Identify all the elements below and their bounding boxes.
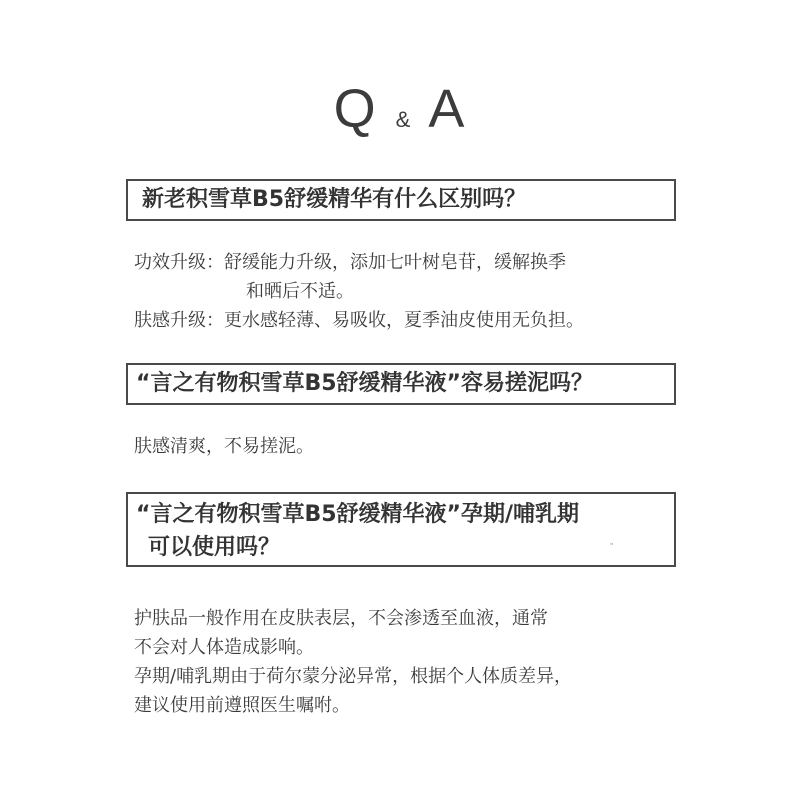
answer-3-line-3: 孕期/哺乳期由于荷尔蒙分泌异常，根据个人体质差异， [134, 666, 573, 687]
answer-block-1 [134, 248, 694, 335]
answer-3-line-2: 不会对人体造成影响。 [134, 637, 314, 658]
title-q: Q [333, 79, 378, 139]
question-3-line-1: “言之有物积雪草B5舒缓精华液”孕期/哺乳期 [136, 502, 580, 527]
answer-1-line-3: 肤感升级：更水感轻薄、易吸收，夏季油皮使用无负担。 [134, 310, 584, 331]
question-2-text: “言之有物积雪草B5舒缓精华液”容易搓泥吗？ [136, 371, 593, 396]
question-box-2 [126, 363, 676, 405]
answer-3-line-4: 建议使用前遵照医生嘱咐。 [134, 695, 350, 716]
title-ampersand: & [395, 107, 411, 132]
question-3-line-2: 可以使用吗？ [148, 535, 281, 560]
page-title [0, 78, 800, 140]
answer-3-line-1: 护肤品一般作用在皮肤表层，不会渗透至血液，通常 [134, 608, 548, 629]
question-box-1 [126, 179, 676, 221]
answer-2-line-1: 肤感清爽，不易搓泥。 [134, 436, 314, 457]
question-1-text: 新老积雪草B5舒缓精华有什么区别吗？ [142, 187, 527, 212]
title-a: A [428, 79, 467, 139]
answer-1-line-2: 和晒后不适。 [246, 281, 354, 302]
question-box-3 [126, 492, 676, 567]
answer-block-2 [134, 432, 694, 461]
answer-block-3 [134, 604, 694, 720]
answer-1-line-1: 功效升级：舒缓能力升级，添加七叶树皂苷，缓解换季 [134, 252, 566, 273]
stray-mark: " [610, 542, 614, 550]
